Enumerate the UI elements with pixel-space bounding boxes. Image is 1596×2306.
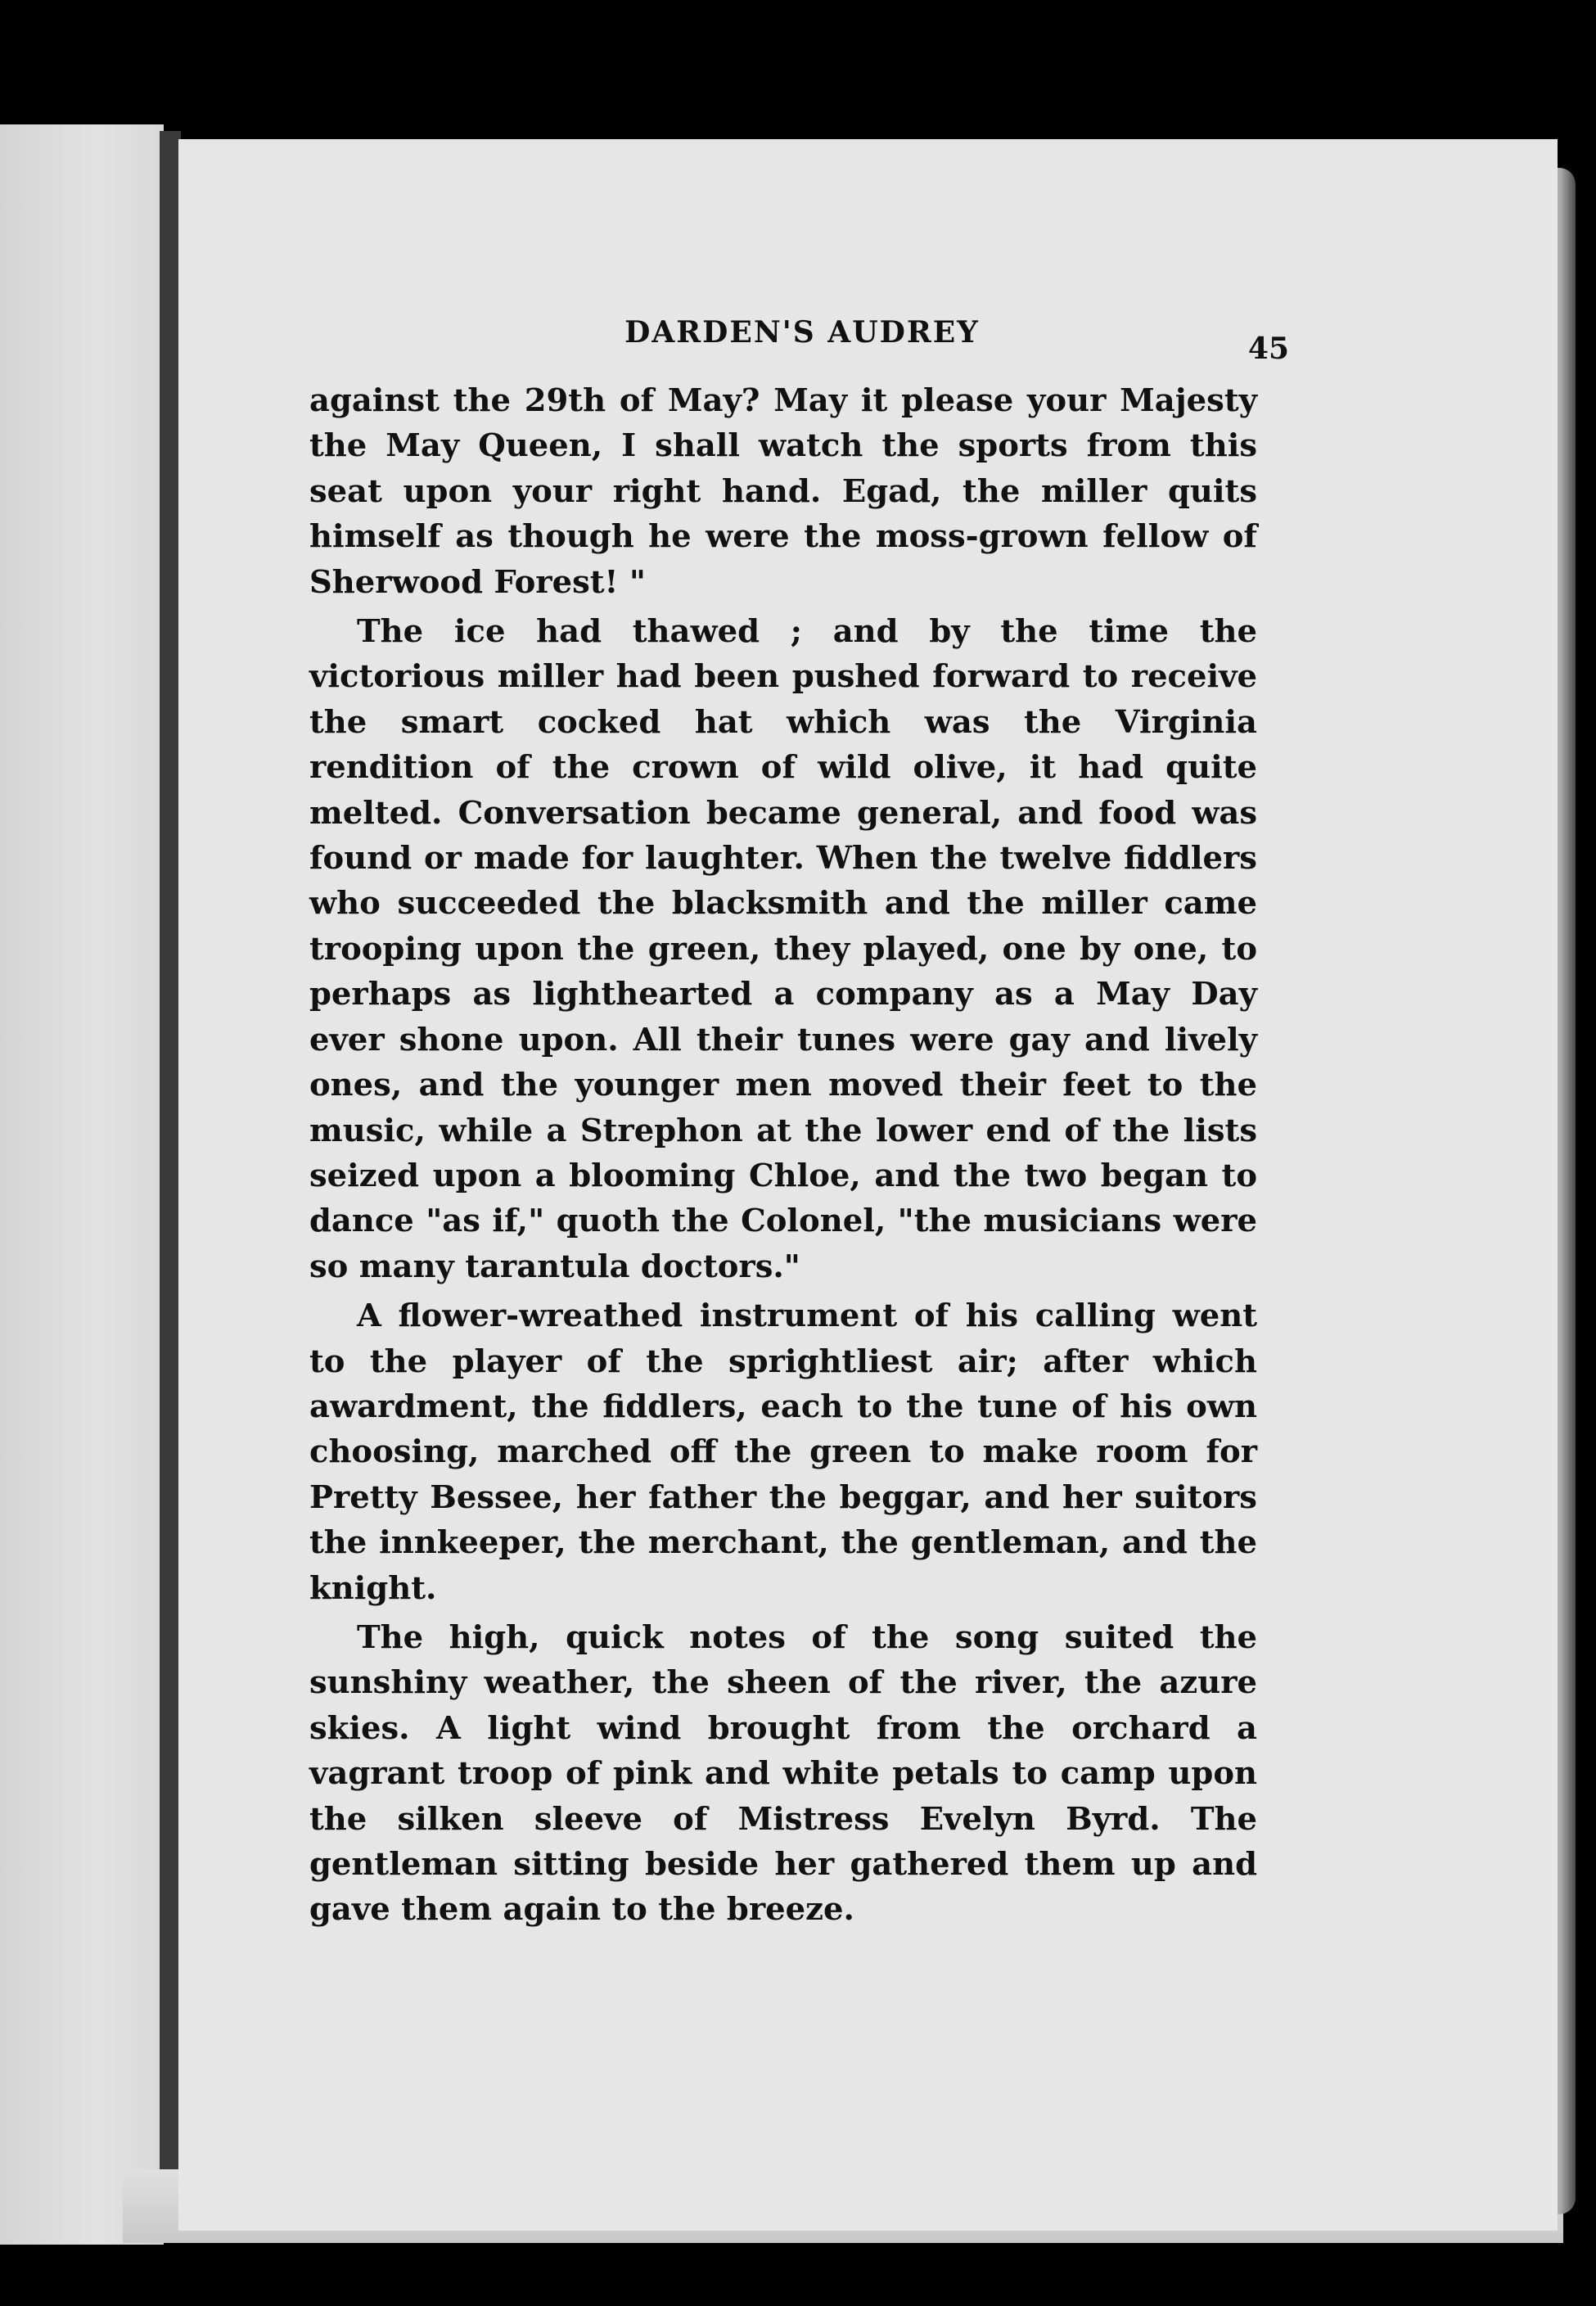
running-head: DARDEN'S AUDREY	[624, 315, 980, 350]
paragraph: against the 29th of May? May it please your Majesty the May Queen, I shall watch the sports from this seat upon your right hand. Egad, the miller quits himself as though he were the moss-grown fellow of Sherwood Forest! "	[309, 382, 1257, 601]
paragraph: The ice had thawed ; and by the time the victorious miller had been pushed forward to receive the smart cocked hat which was the Virginia rendition of the crown of wild olive, it had quite melted. Conversation became general, and food was found or made for laughter. When the twelve fiddlers who succeeded the blacksmith and the miller came trooping upon the green, they played, one by one, to perhaps as lighthearted a company as a May Day ever shone upon. All their tunes were gay and lively ones, and the younger men moved their feet to the music, while a Strephon at the lower end of the lists seized upon a blooming Chloe, and the two began to dance "as if," quoth the Colonel, "the musicians were so many tarantula doctors."	[309, 613, 1257, 1285]
page-number: 45	[1247, 332, 1289, 366]
paragraph: A flower-wreathed instrument of his calling went to the player of the sprightliest air; after which awardment, the fiddlers, each to the tune of his own choosing, marched off the green to make room for Pretty Bessee, her father the beggar, and her suitors the innkeeper, the merchant, the gentleman, and the knight.	[309, 1297, 1257, 1607]
paragraph: The high, quick notes of the song suited the sunshiny weather, the sheen of the river, the azure skies. A light wind brought from the orchard a vagrant troop of pink and white petals to camp upon the silken sleeve of Mistress Evelyn Byrd. The gentleman sitting beside her gathered them up and gave them again to the breeze.	[309, 1618, 1257, 1929]
body-text	[309, 378, 1257, 1933]
facing-page-edge	[0, 124, 164, 2245]
